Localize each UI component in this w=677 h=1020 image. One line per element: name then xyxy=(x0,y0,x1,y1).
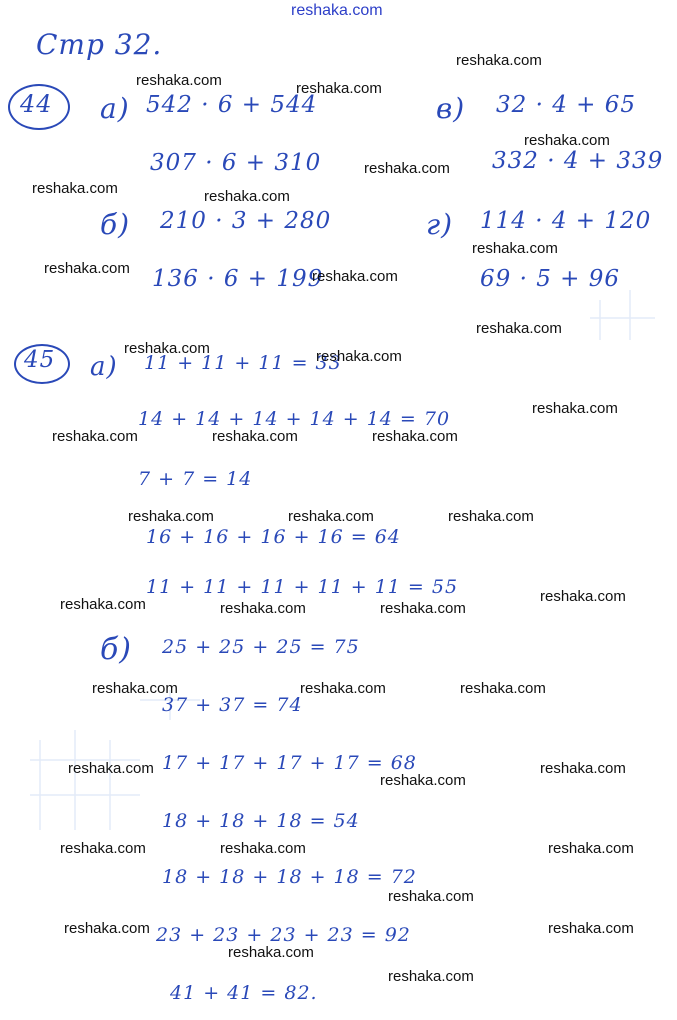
watermark: reshaka.com xyxy=(92,680,178,697)
ex45-b-label: б) xyxy=(100,632,133,667)
ex45-b-line-2: 37 + 37 = 74 xyxy=(162,694,303,716)
ex45-b-line-4: 18 + 18 + 18 = 54 xyxy=(162,810,360,832)
watermark: reshaka.com xyxy=(548,840,634,857)
ex44-g-label: г) xyxy=(426,208,454,241)
ex45-b-line-7: 41 + 41 = 82. xyxy=(170,982,318,1004)
ex44-v-label: в) xyxy=(436,92,466,125)
watermark: reshaka.com xyxy=(476,320,562,337)
ex45-b-line-6: 23 + 23 + 23 + 23 = 92 xyxy=(156,924,411,946)
site-header-link[interactable]: reshaka.com xyxy=(291,2,383,19)
watermark: reshaka.com xyxy=(540,760,626,777)
watermark: reshaka.com xyxy=(52,428,138,445)
page-reference: Стр 32. xyxy=(36,28,163,61)
watermark: reshaka.com xyxy=(68,760,154,777)
watermark: reshaka.com xyxy=(532,400,618,417)
ex45-a-line-2: 14 + 14 + 14 + 14 + 14 = 70 xyxy=(138,408,451,430)
exercise-44-number: 44 xyxy=(20,90,53,118)
watermark: reshaka.com xyxy=(288,508,374,525)
ex45-a-line-1: 11 + 11 + 11 = 33 xyxy=(144,352,342,374)
watermark: reshaka.com xyxy=(228,944,314,961)
ex44-a-line-2: 307 · 6 + 310 xyxy=(150,150,322,176)
ex45-b-line-3: 17 + 17 + 17 + 17 = 68 xyxy=(162,752,417,774)
watermark: reshaka.com xyxy=(456,52,542,69)
watermark: reshaka.com xyxy=(60,596,146,613)
watermark: reshaka.com xyxy=(44,260,130,277)
watermark: reshaka.com xyxy=(448,508,534,525)
ex45-a-line-3: 7 + 7 = 14 xyxy=(138,468,253,490)
ex45-b-line-5: 18 + 18 + 18 + 18 = 72 xyxy=(162,866,417,888)
ex44-v-line-1: 32 · 4 + 65 xyxy=(496,92,636,118)
watermark: reshaka.com xyxy=(136,72,222,89)
ex44-g-line-2: 69 · 5 + 96 xyxy=(480,266,620,292)
watermark: reshaka.com xyxy=(380,772,466,789)
watermark: reshaka.com xyxy=(32,180,118,197)
ex44-b-line-1: 210 · 3 + 280 xyxy=(160,208,332,234)
watermark: reshaka.com xyxy=(300,680,386,697)
exercise-45-number: 45 xyxy=(24,347,56,373)
ex44-g-line-1: 114 · 4 + 120 xyxy=(480,208,652,234)
watermark: reshaka.com xyxy=(296,80,382,97)
watermark: reshaka.com xyxy=(472,240,558,257)
watermark: reshaka.com xyxy=(524,132,610,149)
ex45-b-line-1: 25 + 25 + 25 = 75 xyxy=(162,636,360,658)
ex44-b-label: б) xyxy=(100,208,131,241)
ex44-v-line-2: 332 · 4 + 339 xyxy=(492,148,664,174)
watermark: reshaka.com xyxy=(364,160,450,177)
ex44-b-line-2: 136 · 6 + 199 xyxy=(152,266,324,292)
ex45-a-label: а) xyxy=(90,352,118,382)
watermark: reshaka.com xyxy=(124,340,210,357)
watermark: reshaka.com xyxy=(548,920,634,937)
watermark: reshaka.com xyxy=(204,188,290,205)
watermark: reshaka.com xyxy=(388,968,474,985)
ex45-a-line-5: 11 + 11 + 11 + 11 + 11 = 55 xyxy=(146,576,459,598)
watermark: reshaka.com xyxy=(540,588,626,605)
watermark: reshaka.com xyxy=(316,348,402,365)
ex44-a-line-1: 542 · 6 + 544 xyxy=(146,92,318,118)
watermark: reshaka.com xyxy=(60,840,146,857)
watermark: reshaka.com xyxy=(372,428,458,445)
watermark: reshaka.com xyxy=(212,428,298,445)
watermark: reshaka.com xyxy=(220,840,306,857)
watermark: reshaka.com xyxy=(64,920,150,937)
ex44-a-label: а) xyxy=(100,92,130,125)
watermark: reshaka.com xyxy=(388,888,474,905)
watermark: reshaka.com xyxy=(128,508,214,525)
watermark: reshaka.com xyxy=(380,600,466,617)
watermark: reshaka.com xyxy=(220,600,306,617)
watermark: reshaka.com xyxy=(460,680,546,697)
watermark: reshaka.com xyxy=(312,268,398,285)
ex45-a-line-4: 16 + 16 + 16 + 16 = 64 xyxy=(146,526,401,548)
